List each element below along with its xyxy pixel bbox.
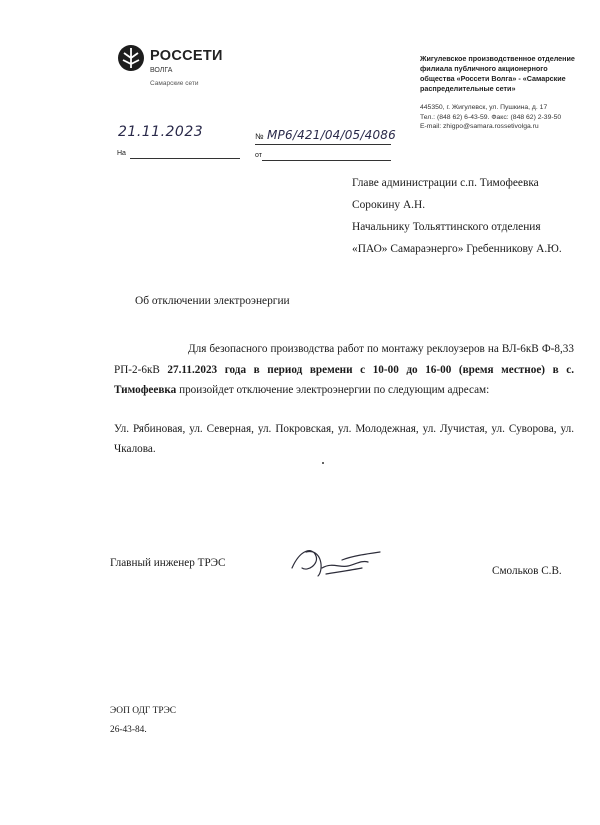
body-paragraph-1 bbox=[114, 339, 574, 401]
signer-name: Смольков С.В. bbox=[492, 565, 562, 577]
letter-subject: Об отключении электроэнергии bbox=[135, 295, 290, 307]
brand-region: ВОЛГА bbox=[150, 67, 173, 74]
brand-name: РОССЕТИ bbox=[150, 48, 223, 64]
addressee-line: Начальнику Тольяттинского отделения bbox=[352, 221, 541, 233]
date-handwritten: 21.11.2023 bbox=[118, 124, 204, 140]
from-label: от bbox=[255, 152, 262, 159]
date-underline bbox=[130, 158, 240, 159]
handwritten-signature bbox=[282, 538, 392, 588]
addressee-line: «ПАО» Самараэнерго» Гребенникову А.Ю. bbox=[352, 243, 562, 255]
executor-phone: 26-43-84. bbox=[110, 725, 147, 735]
body-paragraph-2: Ул. Рябиновая, ул. Северная, ул. Покровская, ул. Молодежная, ул. Лучистая, ул. Суворова, ул. Чкалова. bbox=[114, 422, 574, 455]
email-line: E-mail: zhigpo@samara.rossetivolga.ru bbox=[420, 123, 539, 131]
phone-line: Тел.: (848 62) 6-43-59. Факс: (848 62) 2-39-50 bbox=[420, 113, 562, 121]
letter-body bbox=[114, 339, 574, 460]
date-label: На bbox=[117, 150, 126, 157]
body-bold-text: 27.11.2023 года в период времени с 10-00 до 16-00 (время местное) в с. Тимофеевка bbox=[114, 363, 574, 396]
number-underline bbox=[255, 144, 391, 145]
address-line: 445350, г. Жигулевск, ул. Пушкина, д. 17 bbox=[420, 104, 548, 111]
signer-position: Главный инженер ТРЭС bbox=[110, 557, 226, 569]
speck bbox=[322, 462, 324, 464]
body-text: произойдет отключение электроэнергии по следующим адресам: bbox=[176, 384, 490, 396]
org-name: Жигулевское производственное отделение филиала публичного акционерного общества «Россети Волга» - «Самарские распределительные сети» bbox=[420, 54, 575, 93]
org-address bbox=[420, 103, 585, 132]
brand-branch: Самарские сети bbox=[150, 80, 199, 87]
addressee-block bbox=[352, 172, 562, 260]
rosseti-logo-icon bbox=[117, 44, 145, 72]
executor: ЭОП ОДГ ТРЭС bbox=[110, 706, 177, 716]
body-text: Для безопасного производства работ по монтажу реклоузеров на ВЛ-6кВ Ф-8,33 РП-2-6кВ bbox=[114, 343, 574, 376]
number-prefix: № bbox=[255, 132, 264, 141]
addressee-line: Сорокину А.Н. bbox=[352, 199, 426, 211]
addressee-line: Главе администрации с.п. Тимофеевка bbox=[352, 177, 539, 189]
number-handwritten: MP6/421/04/05/4086 bbox=[267, 128, 396, 142]
from-underline bbox=[262, 160, 391, 161]
